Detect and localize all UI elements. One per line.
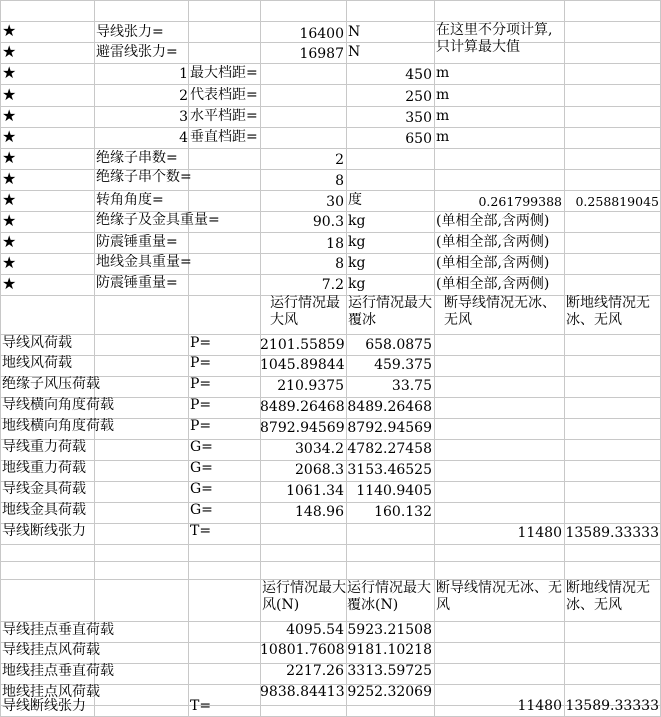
row-value-max-wind[interactable]: 9838.84413	[260, 684, 345, 700]
row-value-max-wind[interactable]: 210.9375	[277, 378, 344, 394]
turn-angle-sin: 0.258819045	[575, 194, 659, 209]
row-label: 导线重力荷载	[2, 439, 86, 455]
row-value-broken-conductor[interactable]	[434, 462, 564, 480]
ground-fitting-weight-label: 地线金具重量=	[96, 254, 192, 270]
row-label: 绝缘子风压荷载	[2, 376, 100, 392]
star-icon: ★	[2, 128, 17, 146]
row-value-max-wind[interactable]: 4095.54	[286, 622, 344, 638]
row-value-broken-conductor[interactable]	[434, 378, 564, 396]
damper-weight-unit: kg	[348, 234, 366, 250]
row-value-broken-conductor[interactable]	[434, 622, 564, 640]
row-value-broken-conductor[interactable]	[434, 504, 564, 522]
row-symbol: G=	[190, 481, 213, 497]
ground-fitting-weight-value[interactable]: 8	[335, 256, 344, 272]
row-value-max-wind[interactable]: 8792.94569	[260, 420, 345, 436]
row-value-broken-conductor[interactable]	[434, 399, 564, 417]
row-value-broken-conductor[interactable]: 11480	[517, 698, 562, 714]
damper-weight2-value[interactable]: 7.2	[321, 277, 344, 293]
row-value-max-wind[interactable]: 2217.26	[286, 663, 344, 679]
insulator-weight-note: (单相全部,含两侧)	[436, 213, 550, 229]
span-hor-num: 3	[179, 109, 188, 125]
note-cell: 在这里不分项计算,只计算最大值	[436, 22, 553, 55]
grid-row-line	[0, 148, 661, 149]
span-max-value[interactable]: 450	[405, 67, 432, 83]
insulator-weight-value[interactable]: 90.3	[312, 214, 344, 230]
row-value-max-wind[interactable]: 10801.7608	[260, 642, 345, 658]
span-rep-value[interactable]: 250	[405, 89, 432, 105]
row-value-broken-ground[interactable]	[564, 462, 661, 480]
row-value-max-ice[interactable]: 160.132	[374, 504, 432, 520]
row-value-max-ice[interactable]	[346, 525, 434, 543]
row-value-broken-conductor[interactable]	[434, 663, 564, 681]
row-value-broken-ground[interactable]	[564, 504, 661, 522]
row-value-max-ice[interactable]: 658.0875	[365, 337, 432, 353]
insulators-per-string-label: 绝缘子串个数=	[96, 169, 192, 185]
row-value-max-wind[interactable]: 3034.2	[295, 441, 344, 457]
t1-header-max-wind: 运行情况最大风	[270, 295, 340, 328]
row-value-max-ice[interactable]: 4782.27458	[347, 441, 432, 457]
ground-wire-tension-value[interactable]: 16987	[299, 46, 344, 62]
row-value-max-ice[interactable]: 3153.46525	[347, 462, 432, 478]
conductor-tension-value[interactable]: 16400	[299, 26, 344, 42]
t2-header-max-ice: 运行情况最大覆冰(N)	[347, 580, 431, 613]
star-icon: ★	[2, 170, 17, 188]
turn-angle-value[interactable]: 30	[326, 194, 344, 210]
row-symbol: T=	[190, 698, 212, 714]
star-icon: ★	[2, 43, 17, 61]
span-rep-unit: m	[436, 87, 450, 103]
t2-header-broken-ground: 断地线情况无冰、无风	[566, 580, 650, 613]
row-value-broken-conductor[interactable]	[434, 483, 564, 501]
damper-weight-note: (单相全部,含两侧)	[436, 234, 550, 250]
row-label: 地线重力荷载	[2, 460, 86, 476]
star-icon: ★	[2, 233, 17, 251]
row-symbol	[188, 642, 260, 660]
row-label: 地线挂点风荷载	[2, 684, 100, 700]
row-value-broken-conductor[interactable]: 11480	[517, 525, 562, 541]
turn-angle-rad: 0.261799388	[478, 194, 562, 209]
row-label: 地线横向角度荷载	[2, 418, 114, 434]
star-icon: ★	[2, 254, 17, 272]
grid-row-line	[0, 0, 661, 1]
span-rep-num: 2	[179, 88, 188, 104]
row-value-max-wind[interactable]: 1045.89844	[260, 357, 345, 373]
damper-weight2-unit: kg	[348, 276, 366, 292]
insulator-weight-label: 绝缘子及金具重量=	[96, 212, 220, 228]
row-value-broken-ground[interactable]	[564, 483, 661, 501]
row-symbol	[188, 663, 260, 681]
row-label: 导线断线张力	[2, 698, 86, 714]
row-value-broken-ground[interactable]	[564, 378, 661, 396]
row-label: 地线金具荷载	[2, 502, 86, 518]
t1-header-broken-ground: 断地线情况无冰、无风	[566, 295, 650, 328]
row-label: 地线挂点垂直荷载	[2, 663, 114, 679]
star-icon: ★	[2, 275, 17, 293]
star-icon: ★	[2, 86, 17, 104]
star-icon: ★	[2, 22, 17, 40]
row-value-max-wind[interactable]: 2101.55859	[260, 337, 345, 353]
star-icon: ★	[2, 212, 17, 230]
star-icon: ★	[2, 149, 17, 167]
grid-row-line	[0, 232, 661, 233]
damper-weight2-note: (单相全部,含两侧)	[436, 276, 550, 292]
row-value-broken-ground[interactable]	[564, 420, 661, 438]
row-symbol: P=	[190, 376, 212, 392]
row-value-broken-ground[interactable]	[564, 642, 661, 660]
row-label: 地线风荷载	[2, 355, 72, 371]
span-ver-value[interactable]: 650	[405, 131, 432, 147]
star-icon: ★	[2, 107, 17, 125]
grid-row-line	[0, 84, 661, 85]
row-value-max-ice[interactable]: 1140.9405	[356, 483, 432, 499]
grid-row-line	[0, 190, 661, 191]
row-value-broken-ground[interactable]: 13589.33333	[565, 698, 659, 714]
row-label: 导线挂点风荷载	[2, 642, 100, 658]
insulator-strings-value[interactable]: 2	[335, 152, 344, 168]
row-symbol	[188, 622, 260, 640]
grid-row-line	[0, 63, 661, 64]
row-symbol: G=	[190, 502, 213, 518]
star-icon: ★	[2, 64, 17, 82]
grid-row-line	[0, 561, 661, 562]
insulator-strings-label: 绝缘子串数=	[96, 150, 178, 166]
row-label: 导线挂点垂直荷载	[2, 622, 114, 638]
insulators-per-string-value[interactable]: 8	[335, 173, 344, 189]
span-max-unit: m	[436, 65, 450, 81]
t1-header-broken-conductor: 断导线情况无冰、无风	[444, 295, 556, 328]
row-value-max-wind[interactable]: 1061.34	[286, 483, 344, 499]
row-value-broken-conductor[interactable]	[434, 337, 564, 355]
span-ver-unit: m	[436, 129, 450, 145]
grid-row-line	[0, 127, 661, 128]
span-rep-label: 代表档距=	[190, 87, 258, 103]
turn-angle-unit: 度	[348, 192, 362, 208]
t2-header-broken-conductor: 断导线情况无冰、无风	[436, 580, 562, 613]
conductor-tension-unit: N	[348, 24, 361, 40]
row-symbol: G=	[190, 439, 213, 455]
span-max-label: 最大档距=	[190, 65, 258, 81]
grid-row-line	[0, 106, 661, 107]
span-hor-unit: m	[436, 108, 450, 124]
row-label: 导线断线张力	[2, 523, 86, 539]
row-value-max-ice[interactable]: 459.375	[374, 357, 432, 373]
row-symbol: G=	[190, 460, 213, 476]
row-value-broken-conductor[interactable]	[434, 441, 564, 459]
row-value-max-wind[interactable]: 8489.26468	[260, 399, 345, 415]
row-value-broken-ground[interactable]: 13589.33333	[565, 525, 659, 541]
star-icon: ★	[2, 191, 17, 209]
ground-fitting-weight-unit: kg	[348, 255, 366, 271]
span-hor-value[interactable]: 350	[405, 110, 432, 126]
row-value-max-ice[interactable]: 3313.59725	[347, 663, 432, 679]
grid-row-line	[0, 544, 661, 545]
row-value-broken-ground[interactable]	[564, 663, 661, 681]
row-label: 导线风荷载	[2, 335, 72, 351]
span-ver-label: 垂直档距=	[190, 129, 258, 145]
span-hor-label: 水平档距=	[190, 108, 258, 124]
row-value-broken-conductor[interactable]	[434, 357, 564, 375]
row-symbol: P=	[190, 397, 212, 413]
insulator-weight-unit: kg	[348, 213, 366, 229]
row-value-max-wind[interactable]: 148.96	[295, 504, 344, 520]
damper-weight-label: 防震锤重量=	[96, 234, 178, 250]
damper-weight2-label: 防震锤重量=	[96, 275, 178, 291]
row-value-max-wind[interactable]: 2068.3	[295, 462, 344, 478]
row-value-broken-ground[interactable]	[564, 622, 661, 640]
row-value-max-ice[interactable]: 8792.94569	[347, 420, 432, 436]
row-value-max-wind[interactable]	[260, 698, 346, 716]
row-value-broken-ground[interactable]	[564, 357, 661, 375]
span-ver-num: 4	[179, 130, 188, 146]
row-symbol: P=	[190, 335, 212, 351]
row-value-max-ice[interactable]: 8489.26468	[347, 399, 432, 415]
ground-wire-tension-label: 避雷线张力=	[96, 44, 178, 60]
damper-weight-value[interactable]: 18	[326, 236, 344, 252]
conductor-tension-label: 导线张力=	[96, 24, 164, 40]
t2-header-max-wind: 运行情况最大风(N)	[262, 580, 346, 613]
row-value-broken-conductor[interactable]	[434, 420, 564, 438]
row-value-max-wind[interactable]	[260, 525, 346, 543]
ground-wire-tension-unit: N	[348, 44, 361, 60]
row-value-broken-ground[interactable]	[564, 337, 661, 355]
t1-header-max-ice: 运行情况最大覆冰	[348, 295, 432, 328]
span-max-num: 1	[179, 66, 188, 82]
row-symbol: T=	[190, 523, 212, 539]
row-symbol: P=	[190, 355, 212, 371]
row-symbol: P=	[190, 418, 212, 434]
row-value-max-ice[interactable]: 5923.21508	[347, 622, 432, 638]
row-value-broken-ground[interactable]	[564, 441, 661, 459]
row-value-max-ice[interactable]	[346, 698, 434, 716]
row-value-broken-conductor[interactable]	[434, 642, 564, 660]
row-value-max-ice[interactable]: 9252.32069	[347, 684, 432, 700]
ground-fitting-weight-note: (单相全部,含两侧)	[436, 255, 550, 271]
row-value-broken-ground[interactable]	[564, 399, 661, 417]
row-label: 导线横向角度荷载	[2, 397, 114, 413]
turn-angle-label: 转角角度=	[96, 192, 164, 208]
row-value-max-ice[interactable]: 33.75	[391, 378, 432, 394]
row-value-max-ice[interactable]: 9181.10218	[347, 642, 432, 658]
row-label: 导线金具荷载	[2, 481, 86, 497]
